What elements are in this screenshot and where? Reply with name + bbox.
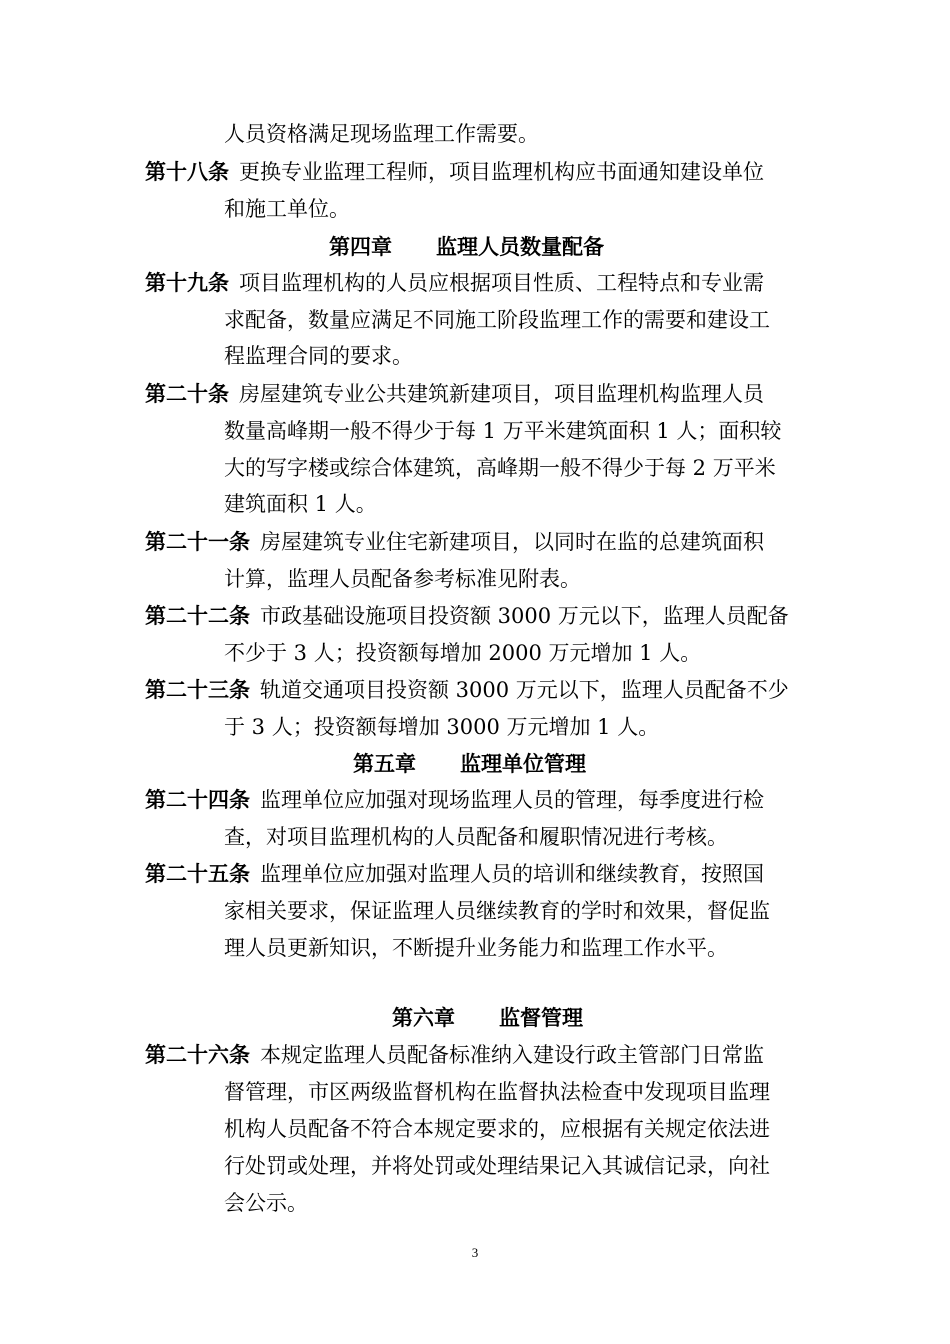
text-line: 会公示。 [224, 1191, 308, 1215]
chapter-heading [353, 746, 586, 782]
text-line: 行处罚或处理，并将处罚或处理结果记入其诚信记录，向社 [224, 1154, 770, 1178]
article-label: 第二十二条 [145, 604, 250, 628]
text-line: 家相关要求，保证监理人员继续教育的学时和效果，督促监 [224, 899, 770, 923]
article-label: 第二十四条 [145, 788, 250, 812]
text-line: 建筑面积 1 人。 [224, 492, 377, 516]
article-21 [145, 524, 764, 560]
chapter-heading [329, 229, 604, 265]
article-label: 第二十五条 [145, 862, 250, 886]
article-24 [145, 782, 764, 818]
article-text: 房屋建筑专业公共建筑新建项目，项目监理机构监理人员 [239, 382, 764, 406]
text-line: 程监理合同的要求。 [224, 344, 413, 368]
text-line: 计算，监理人员配备参考标准见附表。 [224, 567, 581, 591]
chapter-number: 第五章 [353, 752, 416, 776]
text-line: 大的写字楼或综合体建筑，高峰期一般不得少于每 2 万平米 [224, 456, 776, 480]
text-line: 人员资格满足现场监理工作需要。 [224, 122, 539, 146]
chapter-title: 监理人员数量配备 [436, 235, 604, 259]
article-text: 轨道交通项目投资额 3000 万元以下，监理人员配备不少 [260, 678, 789, 702]
article-label: 第二十条 [145, 382, 229, 406]
article-19 [145, 265, 764, 301]
chapter-title: 监理单位管理 [460, 752, 586, 776]
text-line: 求配备，数量应满足不同施工阶段监理工作的需要和建设工 [224, 308, 770, 332]
article-20 [145, 376, 764, 412]
article-26 [145, 1037, 764, 1073]
text-line: 不少于 3 人；投资额每增加 2000 万元增加 1 人。 [224, 641, 702, 665]
article-label: 第二十三条 [145, 678, 250, 702]
text-line: 理人员更新知识，不断提升业务能力和监理工作水平。 [224, 936, 728, 960]
article-23 [145, 672, 789, 708]
text-line: 查，对项目监理机构的人员配备和履职情况进行考核。 [224, 825, 728, 849]
chapter-title: 监督管理 [499, 1006, 583, 1030]
article-22 [145, 598, 789, 634]
article-label: 第二十六条 [145, 1043, 250, 1067]
article-text: 监理单位应加强对监理人员的培训和继续教育，按照国 [260, 862, 764, 886]
article-label: 第十八条 [145, 160, 229, 184]
article-text: 监理单位应加强对现场监理人员的管理，每季度进行检 [260, 788, 764, 812]
text-line: 数量高峰期一般不得少于每 1 万平米建筑面积 1 人；面积较 [224, 419, 782, 443]
article-text: 房屋建筑专业住宅新建项目，以同时在监的总建筑面积 [260, 530, 764, 554]
article-text: 项目监理机构的人员应根据项目性质、工程特点和专业需 [239, 271, 764, 295]
article-label: 第十九条 [145, 271, 229, 295]
chapter-number: 第四章 [329, 235, 392, 259]
text-line: 和施工单位。 [224, 197, 350, 221]
page-number: 3 [471, 1245, 479, 1260]
article-label: 第二十一条 [145, 530, 250, 554]
text-line: 于 3 人；投资额每增加 3000 万元增加 1 人。 [224, 715, 660, 739]
article-text: 本规定监理人员配备标准纳入建设行政主管部门日常监 [260, 1043, 764, 1067]
chapter-heading [392, 1000, 583, 1036]
article-18 [145, 154, 764, 190]
chapter-number: 第六章 [392, 1006, 455, 1030]
text-line: 机构人员配备不符合本规定要求的，应根据有关规定依法进 [224, 1117, 770, 1141]
text-line: 督管理，市区两级监督机构在监督执法检查中发现项目监理 [224, 1080, 770, 1104]
article-text: 市政基础设施项目投资额 3000 万元以下，监理人员配备 [260, 604, 789, 628]
article-25 [145, 856, 764, 892]
article-text: 更换专业监理工程师，项目监理机构应书面通知建设单位 [239, 160, 764, 184]
